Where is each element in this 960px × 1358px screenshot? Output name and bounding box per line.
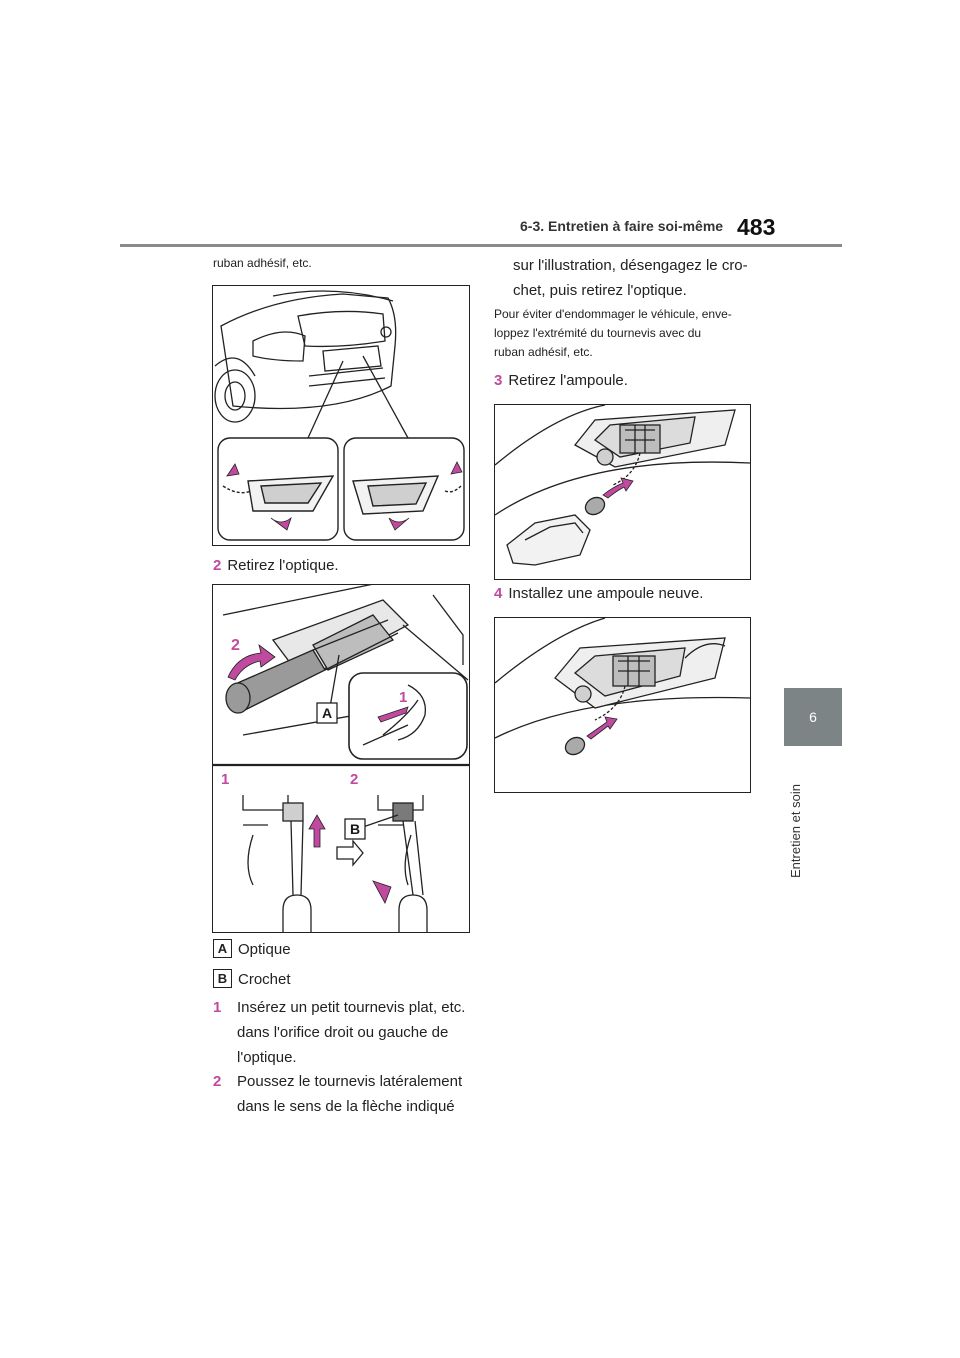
page-number: 483 <box>737 214 776 240</box>
substep-1-line-1: Insérez un petit tournevis plat, etc. <box>237 999 466 1016</box>
chapter-label <box>786 760 806 880</box>
legend-b-text: Crochet <box>238 971 291 988</box>
substep-2-number: 2 <box>213 1073 222 1090</box>
chapter-number: 6 <box>809 709 817 725</box>
step-4 <box>494 581 703 606</box>
substep-1-line-2: dans l'orifice droit ou gauche de <box>237 1024 449 1041</box>
fig2-label-row-2: 2 <box>350 771 359 788</box>
install-bulb-illustration <box>495 618 750 792</box>
substep-1-number: 1 <box>213 999 222 1016</box>
chapter-tab <box>784 688 842 746</box>
substep-1-line-3: l'optique. <box>237 1049 297 1066</box>
chapter-label-text: Entretien et soin <box>788 784 803 878</box>
remove-bulb-illustration <box>495 405 750 579</box>
step-3-number: 3 <box>494 372 503 389</box>
figure-vehicle-rear <box>212 285 470 546</box>
legend-a-letter: A <box>213 939 232 958</box>
header-rule <box>120 244 842 247</box>
fig2-label-step2: 2 <box>231 637 240 654</box>
step-4-number: 4 <box>494 585 503 602</box>
figure-install-bulb <box>494 617 751 793</box>
continued-line-2: chet, puis retirez l'optique. <box>513 282 687 299</box>
top-note: ruban adhésif, etc. <box>213 256 312 270</box>
note-line-1: Pour éviter d'endommager le véhicule, enve- <box>494 307 732 321</box>
legend-b-letter: B <box>213 969 232 988</box>
figure-screwdriver <box>212 584 470 933</box>
screwdriver-illustration <box>213 585 469 932</box>
substep-1 <box>213 995 468 1070</box>
note-line-2: loppez l'extrémité du tournevis avec du <box>494 326 702 340</box>
step-2-text: Retirez l'optique. <box>227 557 339 574</box>
legend-a <box>213 937 291 962</box>
step-4-text: Installez une ampoule neuve. <box>508 585 704 602</box>
legend-a-text: Optique <box>238 941 291 958</box>
fig2-label-row-1: 1 <box>221 771 230 788</box>
substep-2-line-1: Poussez le tournevis latéralement <box>237 1073 463 1090</box>
section-title: 6-3. Entretien à faire soi-même <box>520 218 724 234</box>
fig2-label-b: B <box>350 821 361 837</box>
step-2 <box>213 553 339 578</box>
step-3-text: Retirez l'ampoule. <box>508 372 628 389</box>
caution-note <box>494 305 732 362</box>
step-2-number: 2 <box>213 557 222 574</box>
legend-b <box>213 967 291 992</box>
substep-2 <box>213 1069 468 1119</box>
vehicle-rear-illustration <box>213 286 469 545</box>
note-line-3: ruban adhésif, etc. <box>494 345 593 359</box>
fig2-label-inset-1: 1 <box>399 689 408 706</box>
fig2-label-a: A <box>322 705 333 721</box>
continued-line-1: sur l'illustration, désengagez le cro- <box>513 257 748 274</box>
figure-remove-bulb <box>494 404 751 580</box>
continued-text <box>513 253 748 303</box>
step-3 <box>494 368 628 393</box>
substep-2-line-2: dans le sens de la flèche indiqué <box>237 1098 455 1115</box>
